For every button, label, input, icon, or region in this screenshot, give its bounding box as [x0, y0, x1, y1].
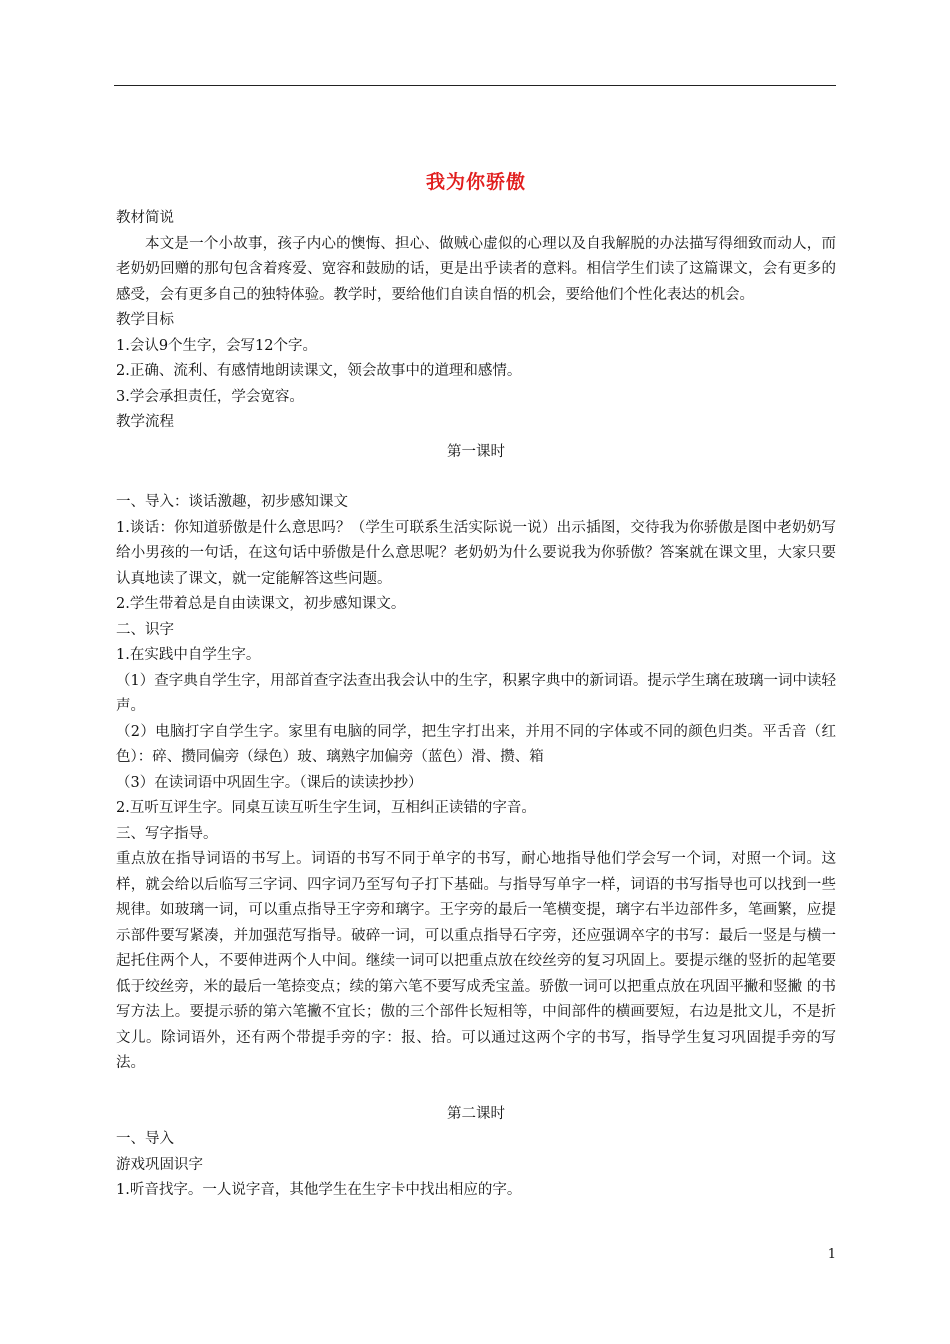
- lesson1-line: （1）查字典自学生字，用部首查字法查出我会认中的生字，积累字典中的新词语。提示学生璃在玻璃一词中读轻声。: [116, 672, 836, 714]
- lesson2-line: 一、导入: [116, 1131, 174, 1147]
- section-heading-goals: 教学目标: [116, 312, 174, 328]
- lesson1-line: 二、识字: [116, 621, 174, 638]
- lesson1-line: 三、写字指导。: [116, 825, 218, 842]
- page-number: 1: [827, 1247, 836, 1262]
- lesson1-line: 2.互听互评生字。同桌互读互听生字生词，互相纠正读错的字音。: [116, 800, 536, 816]
- lesson1-paragraph: 重点放在指导词语的书写上。词语的书写不同于单字的书写，耐心地指导他们学会写一个词，对照一个词。这样，就会给以后临写三字词、四字词乃至写句子打下基础。与指导写单字一样，词语的书写指导也可以找到一些规律。如玻璃一词，可以重点指导王字旁和璃字。王字旁的最后一笔横变提，璃字右半边部件多，笔画繁，应提示部件要写紧凑，并加强范写指导。破碎一词，可以重点指导石字旁，还应强调卒字的书写：最后一竖是与横一起托住两个人，不要伸进两个人中间。继续一词可以把重点放在绞丝旁的复习巩固上。要提示继的竖折的起笔要低于绞丝旁，米的最后一笔捺变点；续的第六笔不要写成秃宝盖。骄傲一词可以把重点放在巩固平撇和竖撇 的书写方法上。要提示骄的第六笔撇不宜长；傲的三个部件长短相等，中间部件的横画要短，右边是批文儿，不是折文儿。除词语外，还有两个带提手旁的字：报、拾。可以通过这两个字的书写，指导学生复习巩固提手旁的写法。: [116, 851, 836, 1071]
- goal-item: 1.会认9个生字，会写12个字。: [116, 337, 318, 354]
- section-heading-flow: 教学流程: [116, 414, 174, 430]
- goal-item: 3.学会承担责任，学会宽容。: [116, 388, 304, 405]
- intro-paragraph: 本文是一个小故事，孩子内心的懊悔、担心、做贼心虚似的心理以及自我解脱的办法描写得细致而动人，而老奶奶回赠的那句包含着疼爱、宽容和鼓励的话，更是出乎读者的意料。相信学生们读了这篇课文，会有更多的感受，会有更多自己的独特体验。教学时，要给他们自读自悟的机会，要给他们个性化表达的机会。: [116, 235, 836, 303]
- lesson1-heading: 第一课时: [447, 443, 505, 460]
- lesson1-line: 1.在实践中自学生字。: [116, 647, 261, 663]
- document-body: [116, 168, 836, 1204]
- lesson2-heading: 第二课时: [447, 1105, 505, 1122]
- lesson1-line: 2.学生带着总是自由读课文，初步感知课文。: [116, 596, 406, 612]
- lesson2-line: 1.听音找字。一人说字音，其他学生在生字卡中找出相应的字。: [116, 1182, 522, 1198]
- lesson2-line: 游戏巩固识字: [116, 1156, 203, 1173]
- lesson1-line: （2）电脑打字自学生字。家里有电脑的同学，把生字打出来，并用不同的字体或不同的颜色归类。平舌音（红色）：碎、攒同偏旁（绿色）玻、璃熟字加偏旁（蓝色）滑、攒、箱: [116, 723, 836, 765]
- lesson1-line: （3）在读词语中巩固生字。（课后的读读抄抄）: [116, 774, 423, 791]
- goal-item: 2.正确、流利、有感情地朗读课文，领会故事中的道理和感情。: [116, 363, 522, 379]
- lesson1-line: 1.谈话：你知道骄傲是什么意思吗？（学生可联系生活实际说一说）出示插图，交待我为你骄傲是图中老奶奶写给小男孩的一句话，在这句话中骄傲是什么意思呢？老奶奶为什么要说我为你骄傲？答案就在课文里，大家只要认真地读了课文，就一定能解答这些问题。: [116, 519, 836, 587]
- header-rule: [114, 85, 836, 86]
- section-heading-intro: 教材简说: [116, 210, 174, 226]
- document-title: 我为你骄傲: [425, 171, 526, 193]
- lesson1-line: 一、导入：谈话激趣，初步感知课文: [116, 494, 348, 510]
